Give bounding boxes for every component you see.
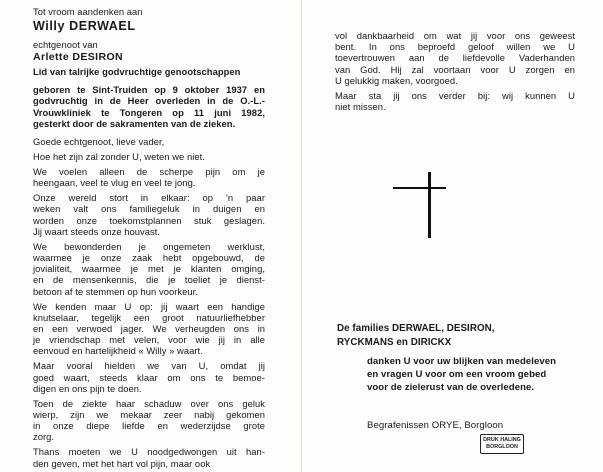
eulogy-line: Onze wereld stort in elkaar: op 'n paar [33,192,265,204]
eulogy-line: wierp, zijn we mekaar zeer nabij gekomen [33,409,265,420]
eulogy-line: jovialiteit, waarmee je met je klanten omging, [33,263,265,275]
eulogy-line: U gelukkig maken, voorgoed. [335,74,458,86]
eulogy-line: bent. In ons beproefd geloof willen we U [335,41,575,53]
eulogy-line: zorg. [33,431,55,443]
spouse-label: echtgenoot van [33,39,98,50]
bio-line: geboren te Sint-Truiden op 9 oktober 1937 en [33,84,265,95]
eulogy-line: en de mensenkennis, die je toeliet je dienst- [33,274,265,286]
deceased-name: Willy DERWAEL [33,19,136,33]
thanks-line: voor de zielerust van de overledene. [367,382,535,393]
eulogy-line: Maar sta jij ons verder bij: wij kunnen U [335,89,575,101]
eulogy-line: vol dankbaarheid om wat jij voor ons geweest [335,30,575,41]
eulogy-line: van God. Hij zal voortaan voor U zorgen en [335,63,575,75]
eulogy-line: Toen de ziekte haar schaduw over ons geluk [33,397,265,409]
intro-line: Tot vroom aandenken aan [33,6,143,17]
bio-line: godvruchtig in de Heer overleden in de O.-L.- [33,95,265,107]
eulogy-line: waarmee je onze zaak hebt opgebouwd, de [33,252,265,263]
undertaker-line: Begrafenissen ORYE, Borgloon [367,420,504,431]
eulogy-line: We bewonderden je ongemeten werklust, [33,240,265,252]
eulogy-line: eenvoud en hartelijkheid « Willy » waart. [33,345,203,357]
eulogy-line: goed waart, steeds klaar om ons te bemoe- [33,371,265,383]
eulogy-line: in onze diepe liefde en wederzijdse grote [33,420,265,432]
eulogy-line: Jij waart steeds onze houvast. [33,225,161,237]
eulogy-line: worden onze toekomstplannen stuk geslagen. [33,214,265,226]
thanks-line: danken U voor uw blijken van medeleven [367,356,557,367]
printer-stamp [480,434,524,454]
membership-line: Lid van talrijke godvruchtige genootschappen [33,66,241,77]
thanks-line: en vragen U voor om een vroom gebed [367,369,547,380]
eulogy-line: knutselaar, tegelijk een groot natuurliefhebber [33,311,265,323]
eulogy-line: digen en ons pijn te doen. [33,382,142,394]
eulogy-line: Goede echtgenoot, lieve vader, [33,136,165,147]
eulogy-line: je vriendschap met velen, voor wie jij in alle [33,334,265,346]
eulogy-line: Thans moeten we U noodgedwongen uit han- [33,446,265,458]
eulogy-line: betoon af te stemmen op hun voorkeur. [33,285,198,297]
eulogy-line: Maar vooral hielden we van U, omdat jij [33,360,265,372]
families-line: RYCKMANS en DIRICKX [337,337,452,348]
cross-horizontal [393,187,446,189]
eulogy-line: Hoe het zijn zal zonder U, weten we niet. [33,151,205,162]
eulogy-line: weken valt ons familiegeluk in duigen en [33,203,265,215]
bio-line: Vrouwkliniek te Tongeren op 11 juni 1982, [33,106,265,118]
card-fold [301,0,302,472]
stamp-line-1: DRUK HALING [483,437,521,443]
bio-line: gesterkt door de sakramenten van de zieken. [33,118,236,130]
eulogy-line: We voelen alleen de scherpe pijn om je [33,166,265,177]
spouse-name: Arlette DESIRON [33,51,124,63]
eulogy-line: niet missen. [335,101,386,112]
stamp-line-2: BORGLOON [486,444,518,450]
cross-vertical [428,172,431,238]
families-line: De families DERWAEL, DESIRON, [337,323,495,334]
eulogy-line: en een verwoed jager. We verheugden ons in [33,323,265,334]
eulogy-line: We kenden maar U op: jij waart een handige [33,300,265,312]
eulogy-line: heengaan, veel te vlug en veel te jong. [33,177,196,189]
eulogy-line: toevertrouwen aan de liefdevolle Vaderhanden [335,52,575,64]
eulogy-line: den geven, met het hart vol pijn, maar ook [33,457,211,469]
